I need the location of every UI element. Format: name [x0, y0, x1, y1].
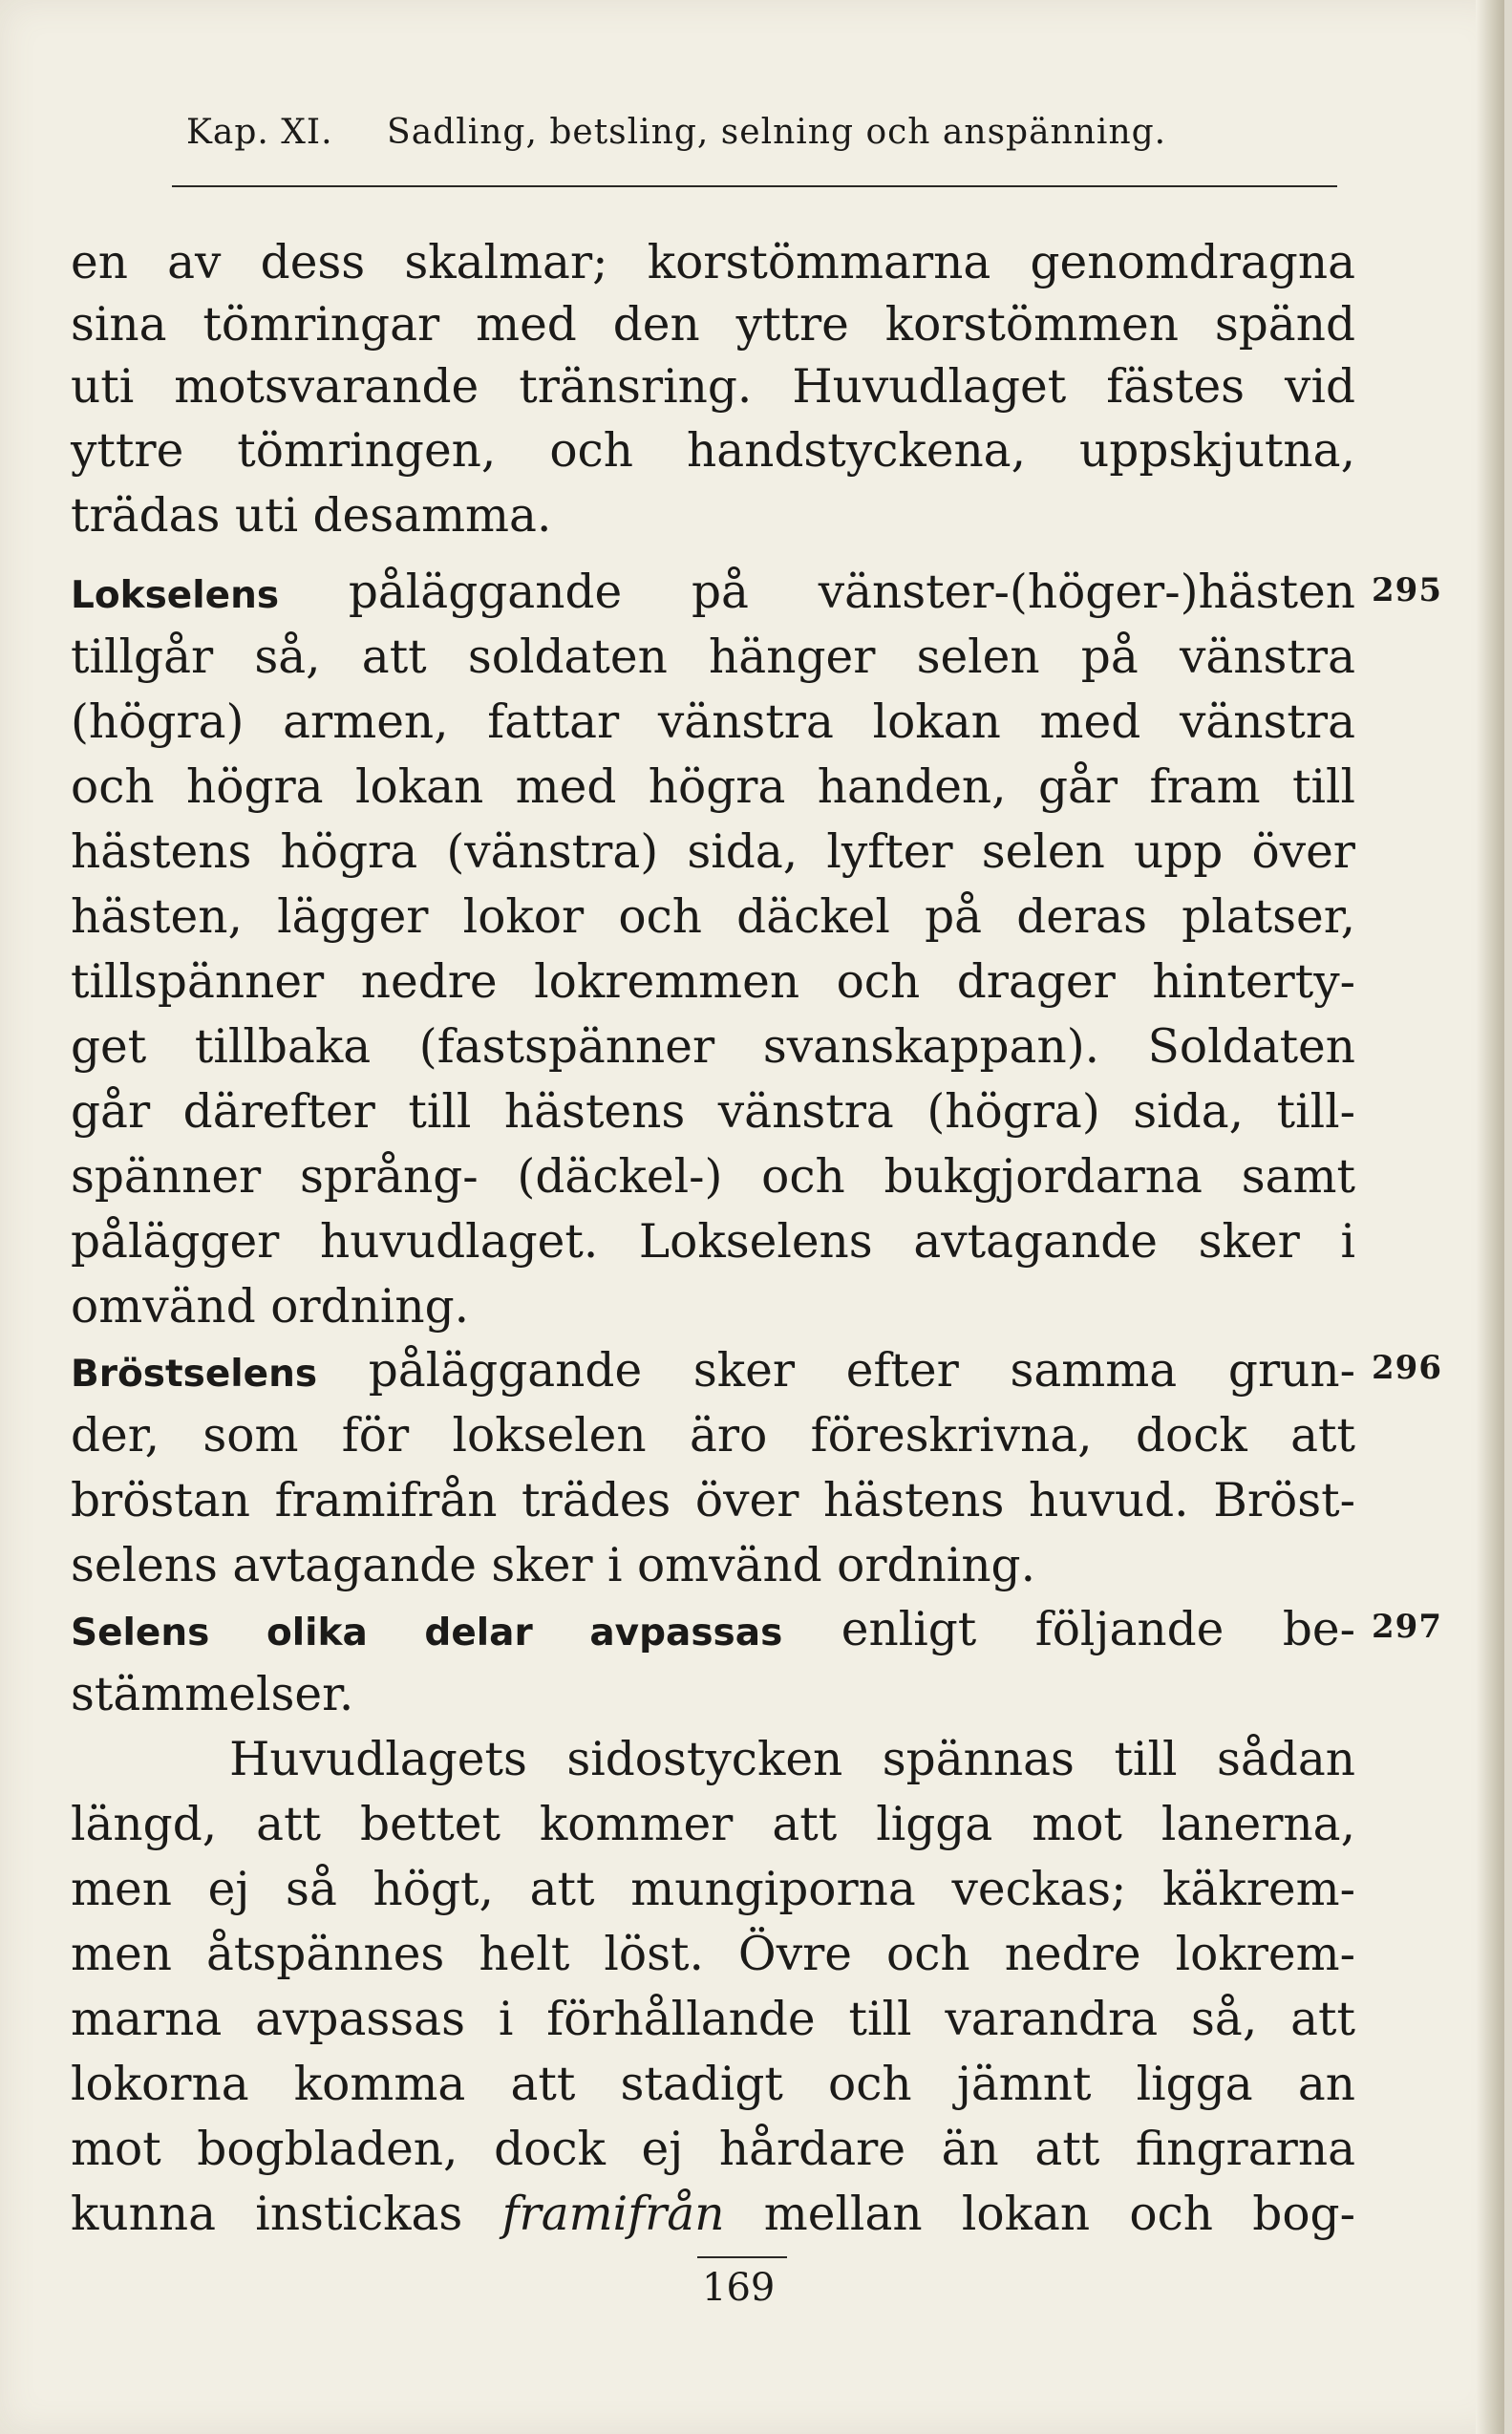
text-line: get tillbaka (fastspänner svanskappan). Soldaten — [71, 1020, 1355, 1074]
text-line: går därefter till hästens vänstra (högra) sida, till- — [71, 1085, 1355, 1139]
text-line: hästens högra (vänstra) sida, lyfter selen upp över — [71, 825, 1355, 879]
text-run: påläggande sker efter samma grun- — [317, 1344, 1355, 1398]
text-line — [71, 1601, 1355, 1662]
text-line: tillspänner nedre lokremmen och drager hinterty- — [71, 955, 1355, 1009]
header-rule — [172, 185, 1337, 187]
text-line: stämmelser. — [71, 1668, 354, 1721]
text-line — [71, 1342, 1355, 1403]
text-line: pålägger huvudlaget. Lokselens avtagande sker i — [71, 1215, 1355, 1269]
text-line: Huvudlagets sidostycken spännas till sådan — [71, 1733, 1355, 1786]
text-line: längd, att bettet kommer att ligga mot lanerna, — [71, 1798, 1355, 1851]
paragraph-lead: Lokselens — [71, 574, 280, 617]
text-line: men åtspännes helt löst. Övre och nedre lokrem- — [71, 1928, 1355, 1981]
text-line: en av dess skalmar; korstömmarna genomdragna — [71, 236, 1355, 289]
page-edge-shadow — [1476, 0, 1504, 2434]
text-run: kunna instickas — [71, 2188, 502, 2241]
text-run: påläggande på vänster-(höger-)hästen — [279, 566, 1355, 619]
chapter-title: Sadling, betsling, selning och anspänning. — [387, 113, 1167, 152]
text-line: uti motsvarande tränsring. Huvudlaget fästes vid — [71, 360, 1355, 414]
text-line: sina tömringar med den yttre korstömmen spänd — [71, 298, 1355, 352]
paragraph-lead: Bröstselens — [71, 1353, 318, 1396]
footer-rule — [697, 2256, 787, 2258]
margin-paragraph-number: 297 — [1372, 1608, 1442, 1646]
paragraph-lead: Selens olika delar avpassas — [71, 1612, 783, 1655]
chapter-label: Kap. XI. — [186, 113, 333, 152]
text-line — [71, 564, 1355, 625]
text-run: enligt följande be- — [782, 1603, 1355, 1656]
text-line: selens avtagande sker i omvänd ordning. — [71, 1539, 1036, 1592]
text-line: lokorna komma att stadigt och jämnt ligga an — [71, 2058, 1355, 2111]
page-number: 169 — [702, 2266, 776, 2310]
running-header — [186, 113, 1166, 152]
text-line: bröstan framifrån trädes över hästens huvud. Bröst- — [71, 1474, 1355, 1527]
text-line: men ej så högt, att mungiporna veckas; käkrem- — [71, 1863, 1355, 1916]
text-line: der, som för lokselen äro föreskrivna, dock att — [71, 1409, 1355, 1463]
text-line: spänner språng- (däckel-) och bukgjordarna samt — [71, 1150, 1355, 1204]
text-line: och högra lokan med högra handen, går fram till — [71, 760, 1355, 814]
text-line: hästen, lägger lokor och däckel på deras platser, — [71, 890, 1355, 944]
margin-paragraph-number: 296 — [1372, 1349, 1442, 1387]
text-line: mot bogbladen, dock ej hårdare än att fingrarna — [71, 2123, 1355, 2176]
text-line: (högra) armen, fattar vänstra lokan med vänstra — [71, 695, 1355, 749]
italic-word: framifrån — [501, 2188, 725, 2241]
text-line: omvänd ordning. — [71, 1280, 470, 1334]
text-run: mellan lokan och bog- — [724, 2188, 1355, 2241]
text-line: yttre tömringen, och handstyckena, uppskjutna, — [71, 424, 1355, 478]
text-line: trädas uti desamma. — [71, 489, 552, 543]
margin-paragraph-number: 295 — [1372, 571, 1442, 609]
text-line: tillgår så, att soldaten hänger selen på vänstra — [71, 630, 1355, 684]
text-line: marna avpassas i förhållande till varandra så, att — [71, 1993, 1355, 2046]
text-line — [71, 2186, 1355, 2243]
